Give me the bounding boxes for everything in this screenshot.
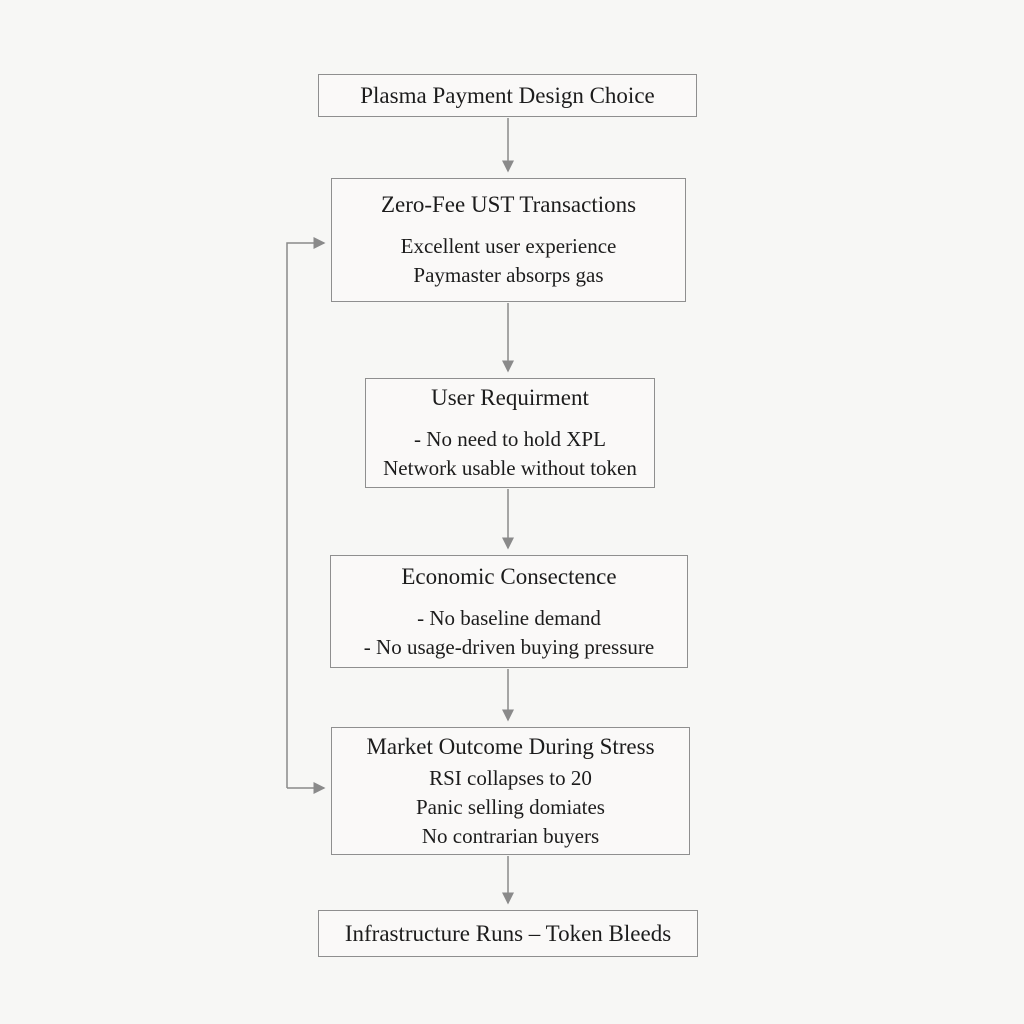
node-user-requirement-line: - No need to hold XPL	[414, 427, 606, 451]
node-market-outcome	[331, 727, 690, 855]
node-user-requirement-title: User Requirment	[431, 385, 589, 410]
node-zero-fee-line: Paymaster absorps gas	[413, 263, 604, 287]
feedback-line-to-zerofee	[287, 243, 324, 788]
node-infrastructure-title: Infrastructure Runs – Token Bleeds	[344, 920, 672, 946]
node-zero-fee	[331, 178, 686, 302]
node-economic-consequence-line: - No baseline demand	[417, 605, 601, 630]
node-economic-consequence-title: Economic Consectence	[401, 563, 617, 589]
node-market-outcome-line: No contrarian buyers	[421, 823, 600, 848]
node-market-outcome-line: Panic selling domiates	[416, 794, 605, 819]
node-design-choice	[318, 74, 697, 117]
node-user-requirement	[365, 378, 655, 488]
node-zero-fee-title: Zero-Fee UST Transactions	[380, 192, 637, 217]
node-design-choice-title: Plasma Payment Design Choice	[360, 82, 655, 108]
node-economic-consequence	[330, 555, 688, 668]
node-user-requirement-line: Network usable without token	[383, 456, 637, 480]
node-zero-fee-line: Excellent user experience	[400, 234, 617, 258]
node-market-outcome-line: RSI collapses to 20	[429, 765, 592, 790]
node-market-outcome-title: Market Outcome During Stress	[366, 733, 655, 759]
node-economic-consequence-line: - No usage-driven buying pressure	[363, 634, 655, 659]
node-infrastructure	[318, 910, 698, 957]
